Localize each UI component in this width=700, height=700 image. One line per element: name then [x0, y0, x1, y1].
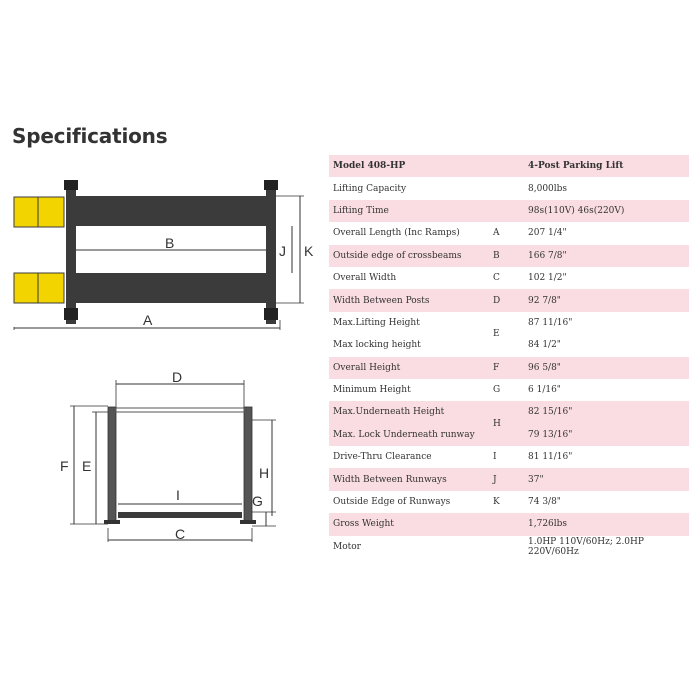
table-row: [329, 379, 689, 401]
spec-value: 98s(110V) 46s(220V): [524, 200, 689, 222]
label-j: J: [279, 243, 286, 259]
spec-name: Lifting Time: [329, 200, 489, 222]
label-a: A: [143, 312, 153, 328]
spec-value: 92 7/8": [524, 289, 689, 311]
page-title: Specifications: [12, 124, 168, 148]
post-top-right: [264, 180, 278, 190]
table-row: [329, 468, 689, 490]
spec-code: A: [493, 228, 500, 239]
spec-name: Max.Lifting Height: [333, 317, 420, 328]
spec-code: H: [489, 401, 524, 446]
spec-name: Max.Underneath Height: [329, 401, 489, 423]
spec-value: 166 7/8": [524, 245, 689, 267]
spec-code: [489, 513, 524, 535]
spec-value: 1.0HP 110V/60Hz; 2.0HP 220V/60Hz: [528, 536, 644, 557]
table-row: [329, 177, 689, 199]
spec-name: Gross Weight: [329, 513, 489, 535]
label-f: F: [60, 458, 69, 474]
ramp-upper-right: [38, 197, 64, 227]
spec-value: 84 1/2": [528, 340, 561, 351]
lift-front-view-diagram: [0, 360, 290, 550]
spec-code: G: [493, 385, 501, 396]
spec-value: 82 15/16": [524, 401, 689, 423]
post-top-left: [64, 180, 78, 190]
spec-code: [489, 200, 524, 222]
spec-value: 8,000lbs: [528, 183, 568, 194]
label-g: G: [252, 493, 263, 509]
table-row: [329, 222, 689, 244]
base-right: [240, 520, 256, 524]
ramp-lower-left: [14, 273, 38, 303]
spec-name: Max. Lock Underneath runway: [329, 424, 489, 446]
spec-value: 37": [524, 468, 689, 490]
spec-code: C: [493, 273, 500, 284]
front-ramps: [14, 197, 64, 303]
label-d: D: [172, 369, 183, 385]
spec-name: Overall Length (Inc Ramps): [333, 228, 460, 239]
spec-table-header: [329, 155, 689, 177]
table-row: [329, 491, 689, 513]
spec-name: Drive-Thru Clearance: [333, 452, 432, 463]
spec-code: B: [489, 245, 524, 267]
spec-value: 81 11/16": [528, 452, 573, 463]
table-row: [329, 200, 689, 222]
runway-front: [118, 512, 242, 518]
table-row: [329, 446, 689, 468]
post-left: [108, 407, 116, 523]
post-right: [244, 407, 252, 523]
spec-table: [329, 155, 689, 558]
spec-name: Motor: [333, 541, 361, 552]
label-b: B: [165, 235, 175, 251]
spec-name: Overall Width: [333, 273, 397, 284]
spec-code: K: [493, 497, 500, 508]
spec-name: Lifting Capacity: [333, 183, 407, 194]
spec-name: Outside edge of crossbeams: [329, 245, 489, 267]
spec-value: 79 13/16": [524, 424, 689, 446]
table-row: [329, 289, 689, 311]
spec-code: [489, 177, 524, 199]
spec-name: Outside Edge of Runways: [333, 497, 451, 508]
spec-value: 96 5/8": [524, 357, 689, 379]
table-row: [329, 536, 689, 558]
table-row: [329, 312, 689, 334]
ramp-upper-left: [14, 197, 38, 227]
base-left: [104, 520, 120, 524]
spec-value: 207 1/4": [528, 228, 567, 239]
model-name: Model 408-HP: [329, 155, 489, 177]
spec-name: Minimum Height: [333, 385, 411, 396]
spec-code: I: [493, 452, 497, 463]
table-row: [329, 245, 689, 267]
label-i: I: [176, 487, 180, 503]
table-row: [329, 401, 689, 423]
ramp-lower-right: [38, 273, 64, 303]
runway-upper: [74, 196, 270, 226]
table-row: [329, 513, 689, 535]
label-e: E: [82, 458, 92, 474]
post-bottom-right: [264, 308, 278, 320]
spec-name: Max locking height: [333, 340, 421, 351]
post-bottom-left: [64, 308, 78, 320]
spec-code: J: [489, 468, 524, 490]
spec-name: Width Between Runways: [329, 468, 489, 490]
label-h: H: [259, 465, 270, 481]
spec-code: D: [489, 289, 524, 311]
spec-code: F: [489, 357, 524, 379]
lift-top-view-diagram: [0, 170, 320, 345]
table-row: [329, 267, 689, 289]
label-c: C: [175, 526, 186, 542]
spec-value: 6 1/16": [528, 385, 561, 396]
runway-lower: [74, 273, 270, 303]
top-crossbeam: [116, 408, 244, 412]
spec-value: 74 3/8": [528, 497, 561, 508]
spec-value: 102 1/2": [528, 273, 567, 284]
spec-name: Width Between Posts: [329, 289, 489, 311]
table-row: [329, 357, 689, 379]
spec-code: E: [493, 329, 500, 340]
spec-name: Overall Height: [329, 357, 489, 379]
label-k: K: [304, 243, 314, 259]
spec-value: 87 11/16": [528, 317, 573, 328]
spec-code: [489, 536, 524, 558]
spec-value: 1,726lbs: [524, 513, 689, 535]
model-type: 4-Post Parking Lift: [524, 155, 689, 177]
